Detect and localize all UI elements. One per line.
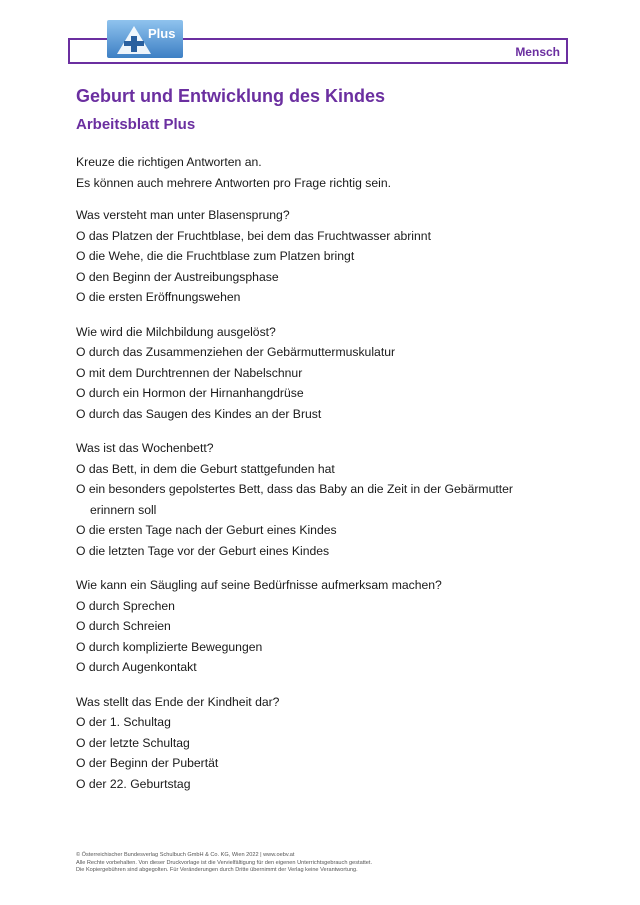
- page-subtitle: Arbeitsblatt Plus: [76, 116, 196, 133]
- question-1: [76, 205, 576, 308]
- question-text: Wie wird die Milchbildung ausgelöst?: [76, 324, 276, 339]
- question-4: [76, 575, 576, 678]
- answer-option[interactable]: O der 1. Schultag: [76, 715, 171, 729]
- question-text: Wie kann ein Säugling auf seine Bedürfnisse aufmerksam machen?: [76, 578, 442, 592]
- answer-option[interactable]: O der 22. Geburtstag: [76, 776, 191, 791]
- page-title: Geburt und Entwicklung des Kindes: [76, 86, 386, 106]
- question-text: Was ist das Wochenbett?: [76, 441, 214, 455]
- answer-option-continuation: erinnern soll: [90, 502, 157, 517]
- answer-option[interactable]: O der letzte Schultag: [76, 735, 190, 750]
- section-label: Mensch: [515, 45, 560, 59]
- question-text: Was versteht man unter Blasensprung?: [76, 208, 290, 222]
- answer-option[interactable]: O die ersten Eröffnungswehen: [76, 290, 241, 304]
- answer-option[interactable]: O die ersten Tage nach der Geburt eines Kindes: [76, 523, 337, 537]
- logo-text: Plus: [148, 26, 176, 41]
- answer-option[interactable]: O durch komplizierte Bewegungen: [76, 639, 263, 654]
- answer-option[interactable]: O durch Augenkontakt: [76, 660, 197, 674]
- answer-option[interactable]: O der Beginn der Pubertät: [76, 756, 219, 770]
- instruction-line: Es können auch mehrere Antworten pro Frage richtig sein.: [76, 175, 392, 190]
- answer-option[interactable]: O den Beginn der Austreibungsphase: [76, 269, 279, 284]
- question-text: Was stellt das Ende der Kindheit dar?: [76, 694, 280, 709]
- copyright-footer: [76, 852, 576, 875]
- answer-option[interactable]: O das Bett, in dem die Geburt stattgefunden hat: [76, 461, 335, 476]
- footer-line: Alle Rechte vorbehalten. Von dieser Druckvorlage ist die Vervielfältigung für den eigenen Unterrichtsgebrauch gestattet.: [76, 859, 373, 866]
- answer-option[interactable]: O durch das Saugen des Kindes an der Brust: [76, 406, 322, 421]
- answer-option[interactable]: O ein besonders gepolstertes Bett, dass das Baby an die Zeit in der Gebärmutter: [76, 482, 513, 496]
- question-5: [76, 692, 576, 795]
- answer-option[interactable]: O die Wehe, die die Fruchtblase zum Platzen bringt: [76, 249, 355, 263]
- answer-option[interactable]: O durch ein Hormon der Hirnanhangdrüse: [76, 386, 304, 400]
- worksheet-content: [76, 152, 576, 808]
- answer-option[interactable]: O das Platzen der Fruchtblase, bei dem das Fruchtwasser abrinnt: [76, 228, 431, 243]
- plus-logo: [107, 20, 183, 58]
- answer-option[interactable]: O mit dem Durchtrennen der Nabelschnur: [76, 365, 303, 380]
- answer-option[interactable]: O durch Sprechen: [76, 598, 175, 613]
- instruction-line: Kreuze die richtigen Antworten an.: [76, 155, 262, 169]
- answer-option[interactable]: O durch Schreien: [76, 619, 171, 633]
- instructions: [76, 152, 576, 193]
- question-2: [76, 322, 576, 425]
- footer-line: Die Kopiergebühren sind abgegolten. Für Veränderungen durch Dritte übernimmt der Verlag keine Verantwortung.: [76, 867, 358, 873]
- question-3: [76, 438, 576, 561]
- answer-option[interactable]: O durch das Zusammenziehen der Gebärmuttermuskulatur: [76, 345, 396, 359]
- footer-line: © Österreichischer Bundesverlag Schulbuch GmbH & Co. KG, Wien 2022 | www.oebv.at: [76, 852, 295, 858]
- answer-option[interactable]: O die letzten Tage vor der Geburt eines Kindes: [76, 543, 330, 558]
